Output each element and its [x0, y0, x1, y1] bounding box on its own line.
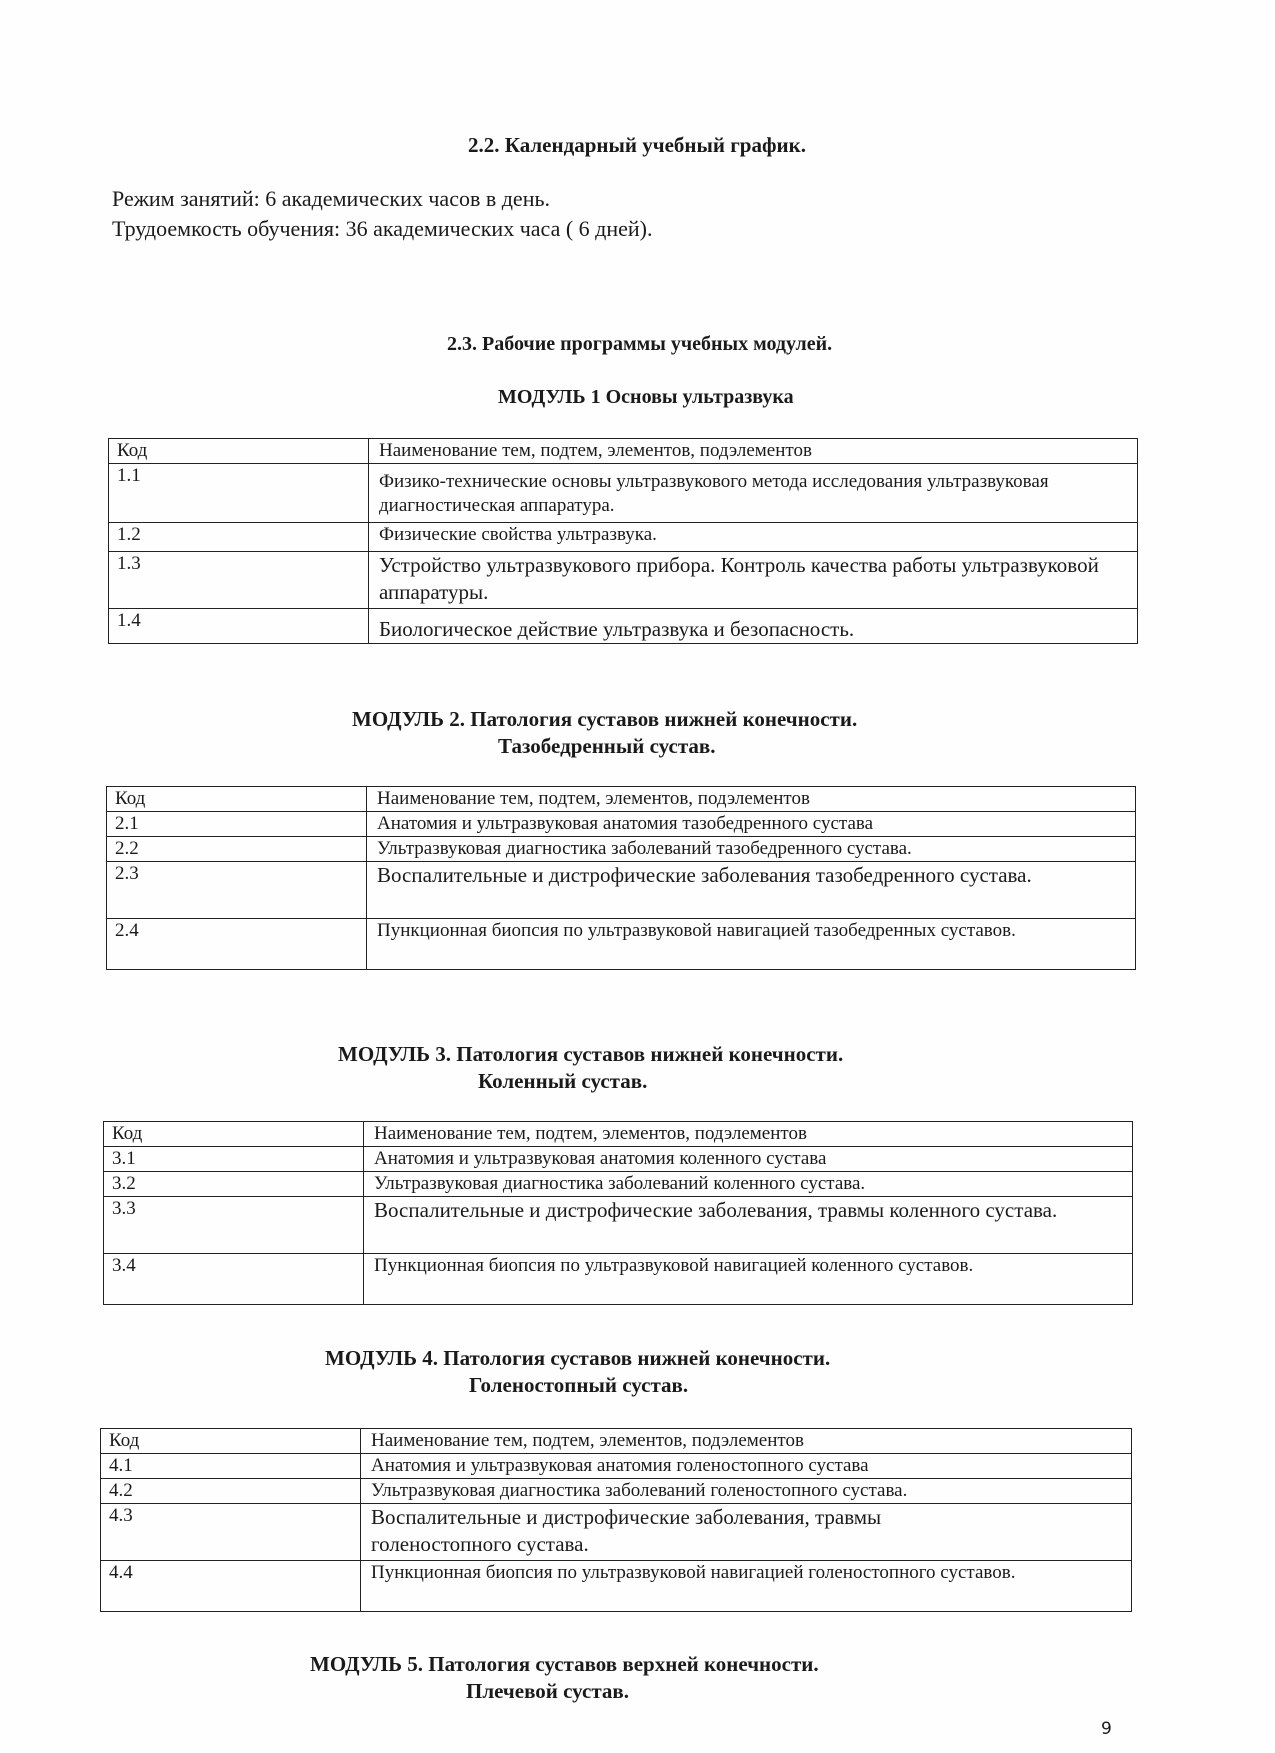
- row-code: 3.3: [104, 1197, 364, 1254]
- module-2-title-line2: Тазобедренный сустав.: [498, 734, 716, 758]
- table-row: [104, 1172, 1133, 1197]
- module-4-table: [100, 1428, 1132, 1612]
- module-2-table: [106, 786, 1136, 970]
- row-name: Устройство ультразвукового прибора. Контроль качества работы ультразвуковой аппаратуры.: [369, 552, 1138, 609]
- module-1-title-line1: МОДУЛЬ 1 Основы ультразвука: [498, 386, 794, 408]
- row-name: Ультразвуковая диагностика заболеваний коленного сустава.: [364, 1172, 1133, 1197]
- module-1-table: [108, 438, 1138, 644]
- table-header-row: [101, 1429, 1132, 1454]
- table-row: [101, 1454, 1132, 1479]
- row-code: 2.1: [107, 812, 367, 837]
- study-mode-line: Режим занятий: 6 академических часов в день.: [112, 186, 551, 211]
- row-name: Анатомия и ультразвуковая анатомия тазобедренного сустава: [367, 812, 1136, 837]
- module-5-title-line1: МОДУЛЬ 5. Патология суставов верхней конечности.: [310, 1652, 819, 1676]
- row-name: Воспалительные и дистрофические заболевания, травмы коленного сустава.: [364, 1197, 1133, 1254]
- row-name: Анатомия и ультразвуковая анатомия голеностопного сустава: [361, 1454, 1132, 1479]
- module-2-title-line1: МОДУЛЬ 2. Патология суставов нижней конечности.: [352, 707, 858, 731]
- table-row: [107, 919, 1136, 970]
- row-code: 3.4: [104, 1254, 364, 1305]
- table-row: [104, 1147, 1133, 1172]
- header-name: Наименование тем, подтем, элементов, подэлементов: [369, 439, 1138, 464]
- module-2-title: [352, 706, 857, 760]
- row-name: Анатомия и ультразвуковая анатомия коленного сустава: [364, 1147, 1133, 1172]
- row-name: Биологическое действие ультразвука и безопасность.: [369, 609, 1138, 644]
- row-code: 1.1: [109, 464, 369, 523]
- table-row: [101, 1504, 1132, 1561]
- module-3-title-line2: Коленный сустав.: [478, 1069, 648, 1093]
- row-name: Пункционная биопсия по ультразвуковой навигацией коленного суставов.: [364, 1254, 1133, 1305]
- module-3-title: [338, 1041, 843, 1095]
- section-2-3-title: 2.3. Рабочие программы учебных модулей.: [447, 333, 833, 355]
- table-row: [109, 552, 1138, 609]
- header-code: Код: [104, 1122, 364, 1147]
- row-name: Физико-технические основы ультразвукового метода исследования ультразвуковая диагностическая аппаратура.: [369, 464, 1138, 523]
- row-code: 4.3: [101, 1504, 361, 1561]
- header-name: Наименование тем, подтем, элементов, подэлементов: [367, 787, 1136, 812]
- table-row: [109, 464, 1138, 523]
- row-name: Ультразвуковая диагностика заболеваний голеностопного сустава.: [361, 1479, 1132, 1504]
- row-name: Пункционная биопсия по ультразвуковой навигацией голеностопного суставов.: [361, 1561, 1132, 1612]
- module-5-title: [310, 1651, 819, 1705]
- row-name: Воспалительные и дистрофические заболевания, травмы голеностопного сустава.: [361, 1504, 1132, 1561]
- table-header-row: [104, 1122, 1133, 1147]
- table-row: [101, 1561, 1132, 1612]
- row-code: 1.4: [109, 609, 369, 644]
- row-code: 1.2: [109, 523, 369, 552]
- table-row: [104, 1197, 1133, 1254]
- table-header-row: [107, 787, 1136, 812]
- row-code: 4.2: [101, 1479, 361, 1504]
- module-3-title-line1: МОДУЛЬ 3. Патология суставов нижней конечности.: [338, 1042, 844, 1066]
- header-code: Код: [107, 787, 367, 812]
- table-row: [107, 837, 1136, 862]
- workload-line: Трудоемкость обучения: 36 академических часа ( 6 дней).: [112, 216, 653, 241]
- row-name: Физические свойства ультразвука.: [369, 523, 1138, 552]
- row-code: 2.3: [107, 862, 367, 919]
- row-code: 4.1: [101, 1454, 361, 1479]
- row-code: 2.4: [107, 919, 367, 970]
- table-row: [109, 609, 1138, 644]
- row-code: 1.3: [109, 552, 369, 609]
- table-row: [107, 812, 1136, 837]
- module-4-title-line1: МОДУЛЬ 4. Патология суставов нижней конечности.: [325, 1346, 831, 1370]
- row-name: Воспалительные и дистрофические заболевания тазобедренного сустава.: [367, 862, 1136, 919]
- header-name: Наименование тем, подтем, элементов, подэлементов: [361, 1429, 1132, 1454]
- row-code: 3.2: [104, 1172, 364, 1197]
- header-name: Наименование тем, подтем, элементов, подэлементов: [364, 1122, 1133, 1147]
- module-4-title-line2: Голеностопный сустав.: [469, 1373, 689, 1397]
- module-1-title: [498, 384, 794, 411]
- table-header-row: [109, 439, 1138, 464]
- section-2-2-title: 2.2. Календарный учебный график.: [468, 133, 806, 157]
- table-row: [109, 523, 1138, 552]
- page-number: 9: [1101, 1719, 1112, 1739]
- row-name: Пункционная биопсия по ультразвуковой навигацией тазобедренных суставов.: [367, 919, 1136, 970]
- header-code: Код: [109, 439, 369, 464]
- table-row: [107, 862, 1136, 919]
- row-code: 2.2: [107, 837, 367, 862]
- table-row: [101, 1479, 1132, 1504]
- row-name: Ультразвуковая диагностика заболеваний тазобедренного сустава.: [367, 837, 1136, 862]
- module-5-title-line2: Плечевой сустав.: [466, 1679, 630, 1703]
- module-3-table: [103, 1121, 1133, 1305]
- row-code: 3.1: [104, 1147, 364, 1172]
- table-row: [104, 1254, 1133, 1305]
- header-code: Код: [101, 1429, 361, 1454]
- module-4-title: [325, 1345, 830, 1399]
- row-code: 4.4: [101, 1561, 361, 1612]
